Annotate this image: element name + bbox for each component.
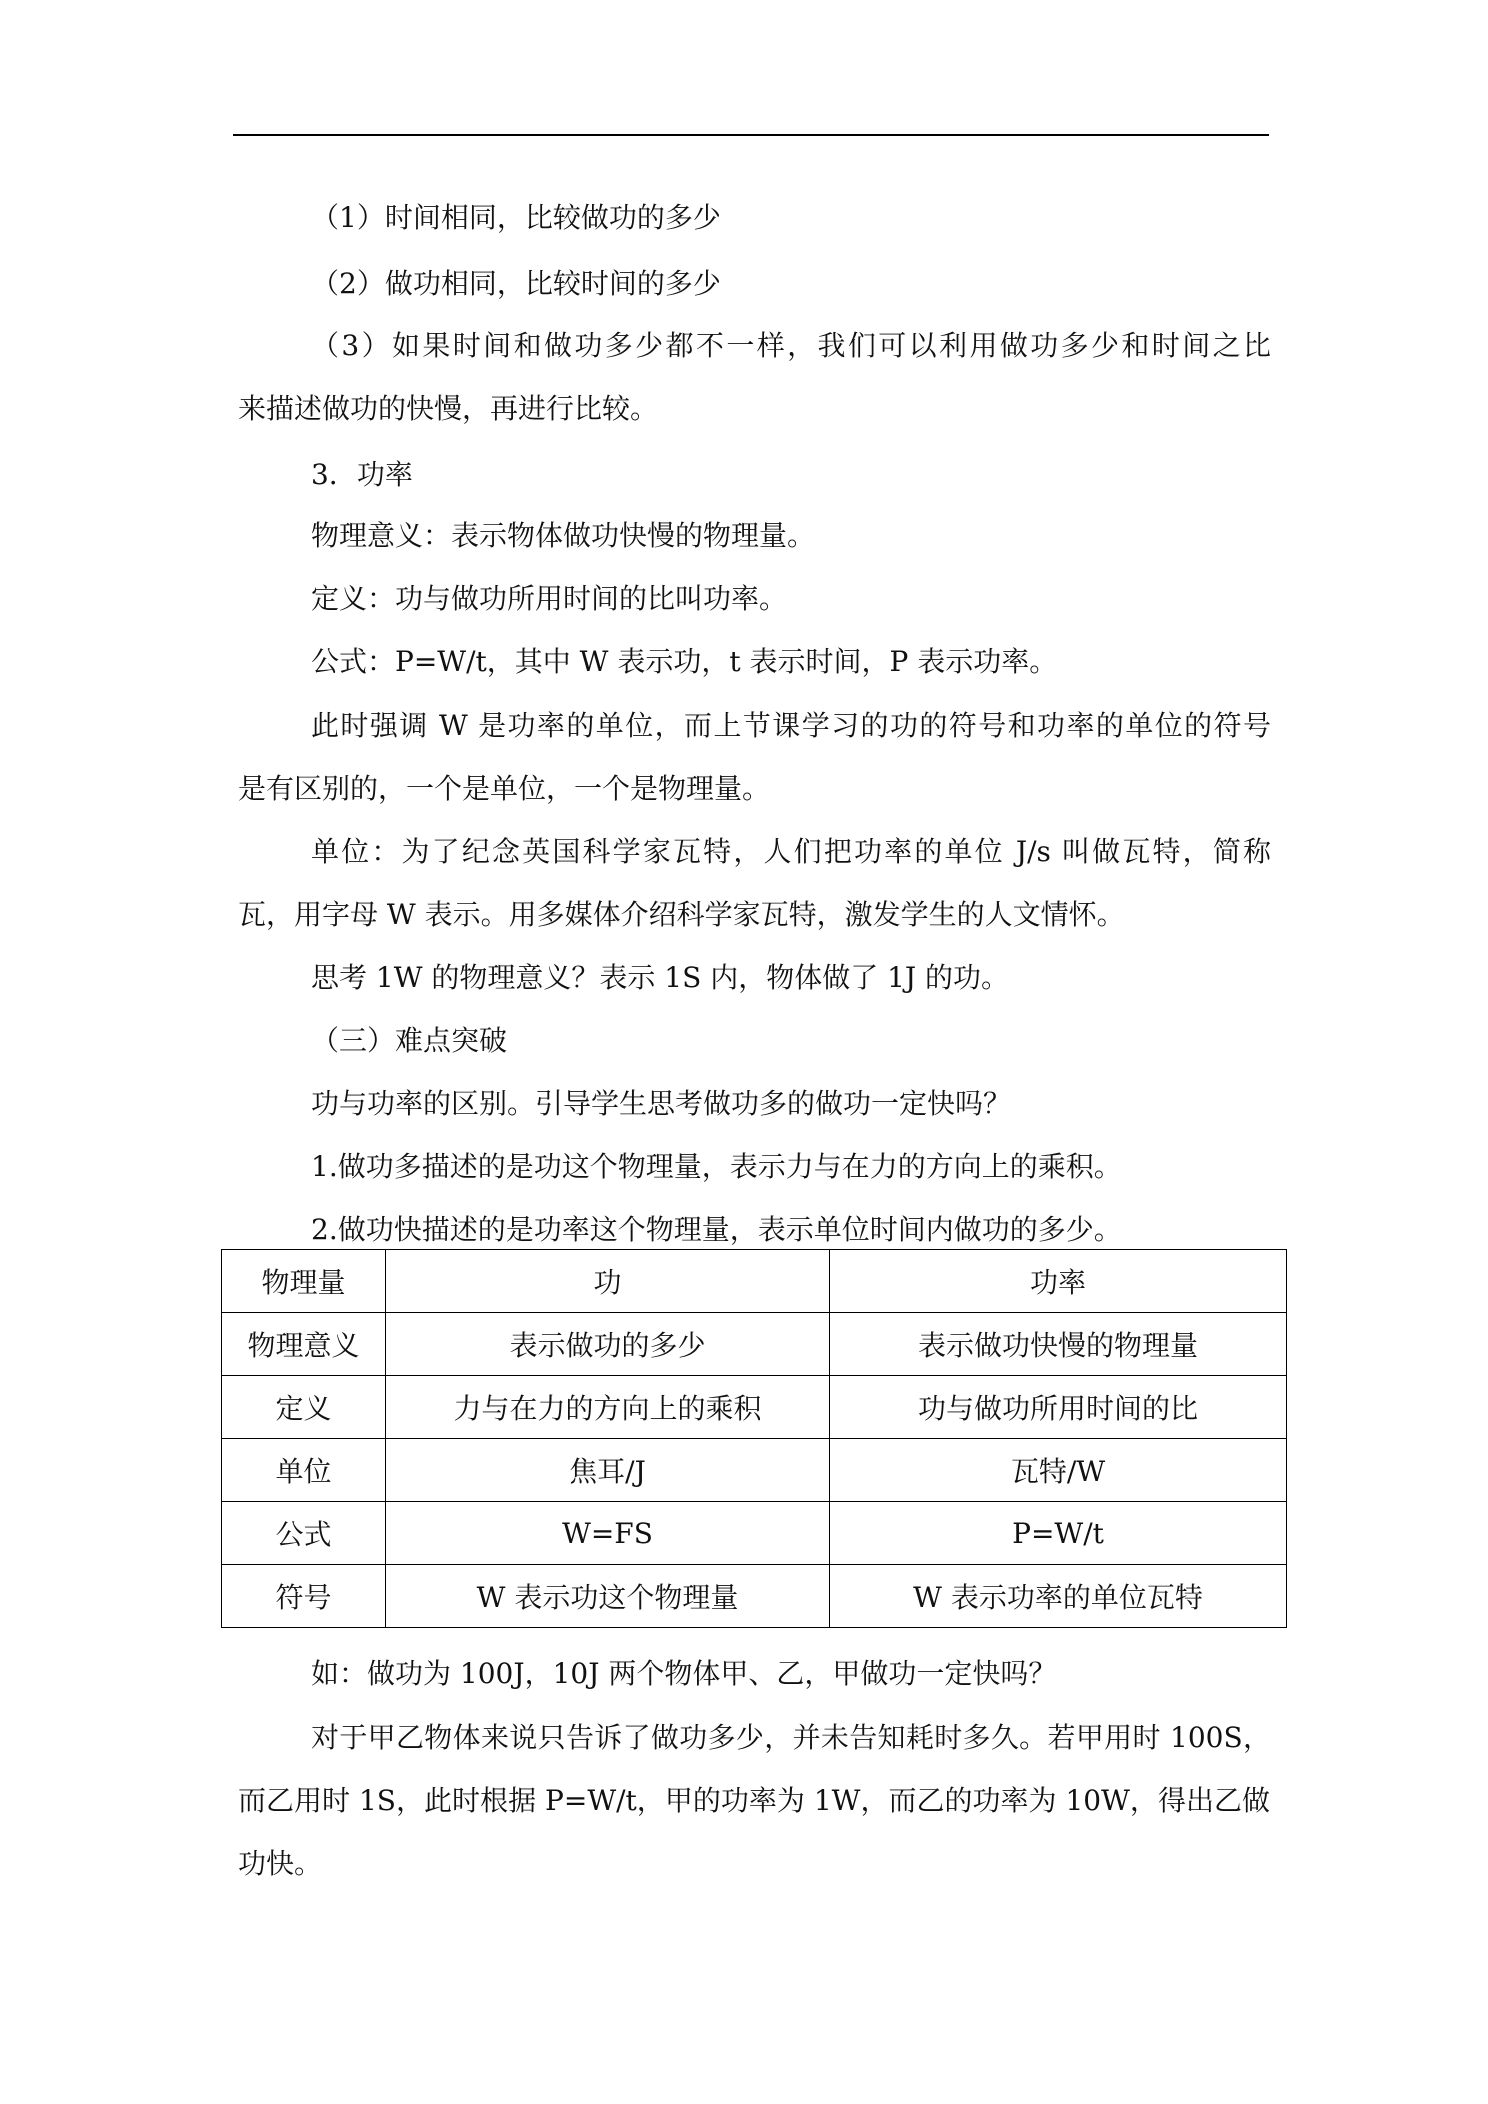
paragraph-time-same: （1）时间相同，比较做功的多少: [311, 201, 721, 234]
table-cell: 力与在力的方向上的乘积: [386, 1376, 830, 1439]
header-rule: [233, 134, 1269, 136]
paragraph-unit-line2: 瓦，用字母 W 表示。用多媒体介绍科学家瓦特，激发学生的人文情怀。: [238, 898, 1125, 931]
table-header-cell: 功率: [830, 1250, 1287, 1313]
paragraph-work-same: （2）做功相同，比较时间的多少: [311, 267, 721, 300]
table-cell: 符号: [222, 1565, 386, 1628]
paragraph-analysis-line1: 对于甲乙物体来说只告诉了做功多少，并未告知耗时多久。若甲用时 100S，: [311, 1721, 1271, 1754]
table-cell: 瓦特/W: [830, 1439, 1287, 1502]
paragraph-unit-line1: 单位：为了纪念英国科学家瓦特，人们把功率的单位 J/s 叫做瓦特，简称: [311, 835, 1271, 868]
table-cell: W 表示功这个物理量: [386, 1565, 830, 1628]
table-cell: 表示做功快慢的物理量: [830, 1313, 1287, 1376]
table-row: [222, 1376, 1287, 1439]
table-cell: 定义: [222, 1376, 386, 1439]
paragraph-ratio-line2: 来描述做功的快慢，再进行比较。: [238, 392, 659, 425]
table-cell: 公式: [222, 1502, 386, 1565]
table-header-cell: 物理量: [222, 1250, 386, 1313]
paragraph-difference: 功与功率的区别。引导学生思考做功多的做功一定快吗？: [311, 1087, 1012, 1120]
paragraph-emphasis-line2: 是有区别的，一个是单位，一个是物理量。: [238, 772, 771, 805]
table-header-row: [222, 1250, 1287, 1313]
paragraph-ratio-line1: （3）如果时间和做功多少都不一样，我们可以利用做功多少和时间之比: [311, 329, 1271, 362]
section-heading-difficulty: （三）难点突破: [311, 1024, 508, 1057]
comparison-table: [221, 1249, 1287, 1628]
paragraph-physical-meaning: 物理意义：表示物体做功快慢的物理量。: [311, 519, 816, 552]
table-header-cell: 功: [386, 1250, 830, 1313]
table-cell: 表示做功的多少: [386, 1313, 830, 1376]
table-cell: 功与做功所用时间的比: [830, 1376, 1287, 1439]
table-cell: 焦耳/J: [386, 1439, 830, 1502]
table-row: [222, 1313, 1287, 1376]
paragraph-example: 如：做功为 100J，10J 两个物体甲、乙，甲做功一定快吗？: [311, 1657, 1057, 1690]
paragraph-definition: 定义：功与做功所用时间的比叫功率。: [311, 582, 788, 615]
paragraph-formula: 公式：P=W/t，其中 W 表示功，t 表示时间，P 表示功率。: [311, 645, 1058, 678]
table-cell: W=FS: [386, 1502, 830, 1565]
table-cell: W 表示功率的单位瓦特: [830, 1565, 1287, 1628]
section-heading-power: 3．功率: [311, 458, 413, 491]
paragraph-point-2: 2.做功快描述的是功率这个物理量，表示单位时间内做功的多少。: [311, 1213, 1122, 1246]
table-row: [222, 1565, 1287, 1628]
paragraph-analysis-line3: 功快。: [238, 1847, 323, 1880]
paragraph-point-1: 1.做功多描述的是功这个物理量，表示力与在力的方向上的乘积。: [311, 1150, 1122, 1183]
paragraph-emphasis-line1: 此时强调 W 是功率的单位，而上节课学习的功的符号和功率的单位的符号: [311, 709, 1271, 742]
table-row: [222, 1439, 1287, 1502]
paragraph-think: 思考 1W 的物理意义？表示 1S 内，物体做了 1J 的功。: [311, 961, 1010, 994]
table-cell: 物理意义: [222, 1313, 386, 1376]
table-cell: P=W/t: [830, 1502, 1287, 1565]
paragraph-analysis-line2: 而乙用时 1S，此时根据 P=W/t，甲的功率为 1W，而乙的功率为 10W，得出乙做: [238, 1784, 1270, 1817]
table-cell: 单位: [222, 1439, 386, 1502]
table-row: [222, 1502, 1287, 1565]
